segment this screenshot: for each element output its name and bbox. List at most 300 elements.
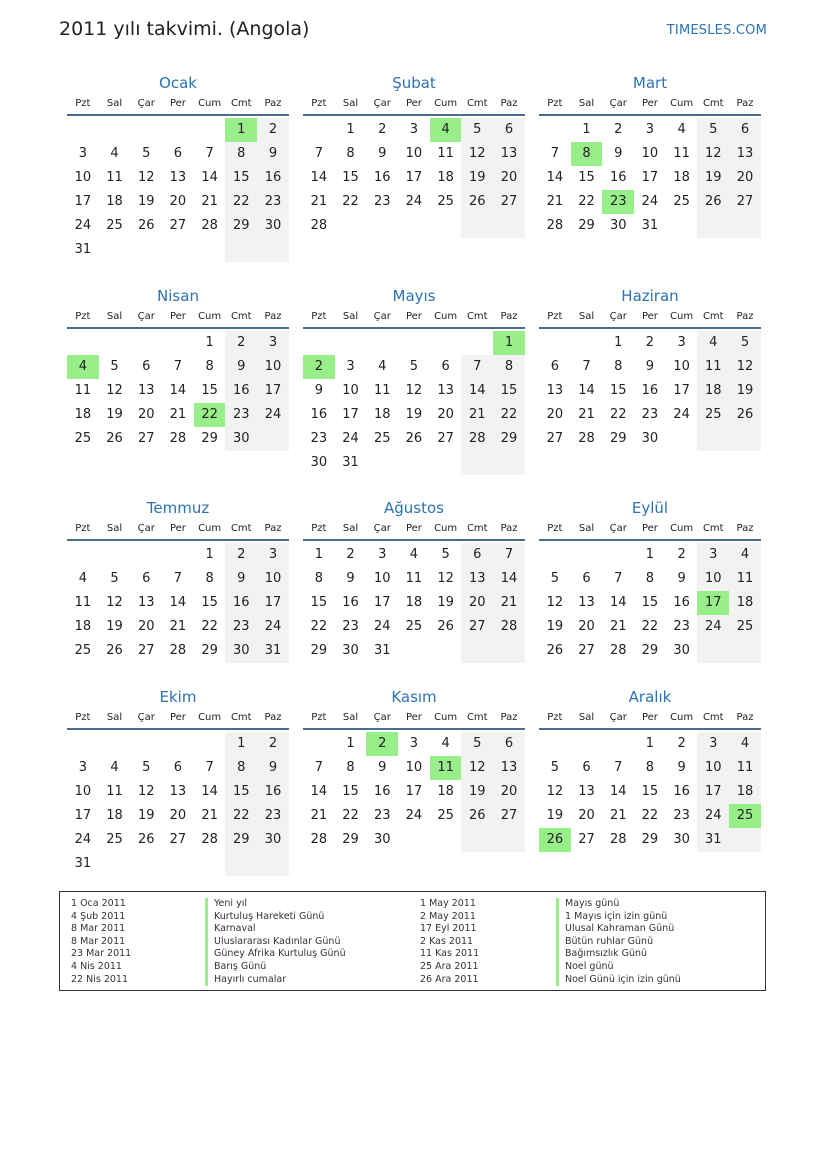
month-name: Mart [632, 74, 668, 92]
empty-cell [461, 331, 493, 355]
weekday-label: Cmt [702, 712, 724, 723]
empty-cell [430, 214, 462, 238]
day-cell: 13 [578, 595, 595, 610]
weekday-label: Pzt [547, 311, 563, 322]
day-cell: 26 [437, 619, 454, 634]
day-cell: 2 [225, 543, 257, 567]
day-cell: 9 [614, 146, 623, 161]
weekday-label: Paz [736, 98, 754, 109]
day-cell: 26 [697, 190, 729, 214]
day-cell: 21 [169, 619, 187, 634]
day-cell: 2 [645, 335, 655, 350]
day-cell: 18 [74, 619, 92, 634]
day-cell: 15 [201, 383, 218, 398]
day-cell: 31 [74, 856, 92, 871]
empty-cell [493, 214, 525, 238]
day-cell: 4 [729, 543, 761, 567]
day-cell: 10 [74, 170, 92, 185]
day-cell: 5 [441, 547, 450, 562]
day-cell: 13 [578, 784, 595, 799]
month-block [539, 497, 761, 663]
day-cell: 22 [609, 407, 627, 422]
empty-cell [130, 732, 162, 756]
day-cell: 6 [142, 359, 151, 374]
weekday-label: Per [405, 98, 422, 109]
day-cell: 23 [257, 804, 289, 828]
day-cell: 19 [697, 166, 729, 190]
empty-cell [225, 238, 257, 262]
day-cell: 28 [493, 615, 525, 639]
day-cell: 11 [673, 146, 690, 161]
day-cell: 24 [257, 615, 289, 639]
weekday-label: Çar [609, 523, 627, 534]
day-cell: 10 [697, 756, 729, 780]
day-cell: 17 [641, 170, 659, 185]
day-cell: 10 [641, 146, 659, 161]
day-cell: 10 [673, 359, 690, 374]
day-cell: 18 [373, 407, 391, 422]
empty-cell [729, 639, 761, 663]
day-cell: 11 [430, 756, 462, 780]
day-cell: 6 [582, 571, 591, 586]
weekday-label: Sal [342, 523, 359, 534]
day-cell: 1 [493, 331, 525, 355]
day-cell: 4 [430, 118, 462, 142]
day-cell: 1 [314, 547, 323, 562]
day-cell: 22 [578, 194, 595, 209]
day-cell: 7 [493, 543, 525, 567]
day-cell: 31 [373, 643, 391, 658]
day-cell: 14 [578, 383, 595, 398]
day-cell: 14 [546, 170, 564, 185]
day-cell: 27 [137, 431, 155, 446]
day-cell: 18 [729, 780, 761, 804]
day-cell: 25 [729, 804, 761, 828]
day-cell: 3 [346, 359, 355, 374]
day-cell: 23 [257, 190, 289, 214]
month-name: Mayıs [392, 287, 436, 305]
month-block [303, 497, 525, 663]
day-cell: 13 [137, 383, 155, 398]
day-cell: 1 [614, 335, 623, 350]
day-cell: 23 [373, 808, 391, 823]
day-cell: 26 [539, 828, 571, 852]
weekday-label: Pzt [75, 98, 91, 109]
empty-cell [539, 118, 571, 142]
day-cell: 6 [550, 359, 559, 374]
month-name: Ağustos [384, 499, 444, 517]
day-cell: 15 [201, 595, 218, 610]
empty-cell [430, 639, 462, 663]
day-cell: 2 [225, 331, 257, 355]
day-cell: 24 [373, 619, 391, 634]
weekday-label: Cmt [702, 523, 724, 534]
day-cell: 3 [697, 732, 729, 756]
empty-cell [162, 118, 194, 142]
day-cell: 21 [461, 403, 493, 427]
day-cell: 4 [697, 331, 729, 355]
day-cell: 20 [546, 407, 564, 422]
weekday-header [67, 519, 289, 541]
weekday-label: Cum [670, 712, 694, 723]
day-cell: 19 [137, 808, 155, 823]
empty-cell [67, 543, 99, 567]
weekday-label: Sal [578, 311, 595, 322]
day-cell: 19 [437, 595, 454, 610]
day-cell: 29 [225, 214, 257, 238]
holiday-name: Barış Günü [205, 961, 346, 974]
day-cell: 3 [378, 547, 387, 562]
day-cell: 6 [173, 760, 183, 775]
day-cell: 14 [609, 595, 627, 610]
weekday-label: Sal [342, 311, 359, 322]
day-cell: 24 [405, 808, 423, 823]
empty-cell [729, 427, 761, 451]
month-block [67, 285, 289, 451]
weekday-label: Paz [264, 311, 282, 322]
day-cell: 18 [729, 591, 761, 615]
day-cell: 29 [641, 832, 659, 847]
day-grid [303, 730, 525, 852]
legend-names-left [205, 898, 346, 986]
day-cell: 25 [729, 615, 761, 639]
day-cell: 16 [225, 591, 257, 615]
day-cell: 9 [677, 571, 686, 586]
day-cell: 18 [74, 407, 92, 422]
day-cell: 2 [378, 122, 387, 137]
empty-cell [366, 214, 398, 238]
day-cell: 28 [461, 427, 493, 451]
day-cell: 6 [493, 732, 525, 756]
empty-cell [99, 852, 131, 876]
weekday-label: Çar [137, 523, 155, 534]
day-cell: 23 [641, 407, 659, 422]
day-cell: 16 [609, 170, 627, 185]
month-block [539, 285, 761, 451]
day-cell: 10 [373, 571, 391, 586]
day-cell: 21 [578, 407, 595, 422]
weekday-label: Cmt [230, 523, 252, 534]
day-cell: 22 [641, 808, 659, 823]
day-cell: 17 [673, 383, 690, 398]
empty-cell [697, 214, 729, 238]
day-cell: 21 [609, 619, 627, 634]
day-cell: 18 [106, 194, 123, 209]
empty-cell [571, 331, 603, 355]
day-cell: 26 [461, 804, 493, 828]
day-cell: 13 [137, 595, 155, 610]
day-cell: 31 [74, 242, 92, 257]
weekday-label: Cum [434, 523, 458, 534]
day-grid [303, 329, 525, 475]
day-cell: 31 [257, 639, 289, 663]
day-cell: 16 [641, 383, 659, 398]
day-cell: 19 [106, 407, 123, 422]
day-cell: 22 [225, 804, 257, 828]
day-cell: 21 [201, 194, 218, 209]
day-cell: 14 [169, 595, 187, 610]
day-cell: 11 [373, 383, 391, 398]
empty-cell [461, 214, 493, 238]
month-name: Kasım [391, 688, 437, 706]
empty-cell [194, 238, 226, 262]
day-cell: 4 [441, 736, 450, 751]
day-cell: 21 [546, 194, 564, 209]
day-cell: 20 [578, 808, 595, 823]
day-cell: 27 [437, 431, 454, 446]
month-name: Ekim [159, 688, 197, 706]
day-grid [67, 329, 289, 451]
day-cell: 7 [314, 760, 323, 775]
day-cell: 25 [106, 218, 123, 233]
legend-names-right [556, 898, 681, 986]
day-cell: 1 [645, 736, 655, 751]
day-cell: 13 [729, 142, 761, 166]
holiday-name: 1 Mayıs için izin günü [556, 911, 681, 924]
day-cell: 4 [67, 355, 99, 379]
day-cell: 16 [225, 379, 257, 403]
day-cell: 15 [310, 595, 328, 610]
day-cell: 3 [78, 760, 87, 775]
day-cell: 3 [409, 736, 419, 751]
empty-cell [461, 451, 493, 475]
holiday-name: Hayırlı cumalar [205, 974, 346, 987]
day-cell: 11 [729, 567, 761, 591]
day-cell: 10 [697, 567, 729, 591]
empty-cell [539, 543, 571, 567]
day-cell: 30 [673, 643, 690, 658]
day-cell: 7 [314, 146, 323, 161]
month-name: Şubat [392, 74, 436, 92]
day-cell: 30 [342, 643, 359, 658]
day-cell: 10 [342, 383, 359, 398]
weekday-label: Pzt [547, 523, 563, 534]
empty-cell [571, 732, 603, 756]
day-cell: 29 [609, 431, 627, 446]
day-cell: 15 [493, 379, 525, 403]
day-cell: 25 [74, 431, 92, 446]
day-cell: 30 [225, 639, 257, 663]
day-cell: 26 [137, 218, 155, 233]
day-cell: 3 [257, 331, 289, 355]
weekday-label: Paz [500, 712, 518, 723]
holiday-name: Yeni yıl [205, 898, 346, 911]
month-block [539, 686, 761, 852]
holiday-date: 25 Ara 2011 [420, 960, 479, 972]
day-cell: 24 [697, 615, 729, 639]
brand-link[interactable]: TIMESLES.COM [666, 23, 767, 38]
day-cell: 27 [169, 832, 187, 847]
day-cell: 8 [314, 571, 323, 586]
day-cell: 3 [697, 543, 729, 567]
day-cell: 29 [493, 427, 525, 451]
weekday-label: Sal [106, 98, 123, 109]
weekday-label: Paz [500, 523, 518, 534]
day-cell: 24 [257, 403, 289, 427]
day-cell: 20 [169, 808, 187, 823]
empty-cell [130, 543, 162, 567]
day-cell: 15 [641, 595, 659, 610]
day-cell: 12 [546, 595, 564, 610]
day-cell: 28 [169, 431, 187, 446]
weekday-label: Cmt [230, 311, 252, 322]
day-cell: 27 [493, 804, 525, 828]
day-cell: 8 [571, 142, 603, 166]
weekday-header [303, 519, 525, 541]
empty-cell [398, 214, 430, 238]
weekday-header [303, 94, 525, 116]
day-cell: 27 [578, 643, 595, 658]
empty-cell [398, 828, 430, 852]
day-cell: 17 [74, 194, 92, 209]
day-cell: 15 [609, 383, 627, 398]
weekday-label: Pzt [311, 311, 327, 322]
day-cell: 1 [346, 122, 355, 137]
day-cell: 9 [225, 567, 257, 591]
empty-cell [335, 214, 367, 238]
holiday-date: 11 Kas 2011 [420, 948, 480, 960]
day-cell: 25 [437, 808, 454, 823]
weekday-label: Çar [373, 712, 391, 723]
day-cell: 6 [493, 118, 525, 142]
day-cell: 16 [257, 780, 289, 804]
day-cell: 27 [729, 190, 761, 214]
day-cell: 27 [493, 190, 525, 214]
holiday-name: Noel günü [556, 961, 681, 974]
day-cell: 8 [225, 756, 257, 780]
month-name: Temmuz [146, 499, 210, 517]
day-cell: 8 [205, 359, 214, 374]
month-block [303, 686, 525, 852]
weekday-label: Cmt [466, 712, 488, 723]
day-cell: 4 [729, 732, 761, 756]
empty-cell [130, 238, 162, 262]
day-cell: 13 [437, 383, 454, 398]
weekday-label: Cum [434, 98, 458, 109]
day-cell: 6 [142, 571, 151, 586]
day-cell: 30 [609, 218, 627, 233]
empty-cell [493, 451, 525, 475]
day-grid [539, 116, 761, 238]
month-name: Nisan [157, 287, 199, 305]
day-cell: 26 [546, 643, 564, 658]
empty-cell [539, 331, 571, 355]
day-cell: 14 [609, 784, 627, 799]
day-cell: 23 [673, 619, 690, 634]
empty-cell [666, 427, 698, 451]
day-cell: 18 [405, 595, 423, 610]
weekday-label: Cmt [466, 311, 488, 322]
holiday-date: 1 May 2011 [420, 898, 476, 909]
day-cell: 24 [673, 407, 690, 422]
day-cell: 1 [225, 118, 257, 142]
day-cell: 3 [257, 543, 289, 567]
day-cell: 25 [673, 194, 690, 209]
day-cell: 12 [405, 383, 423, 398]
weekday-header [303, 708, 525, 730]
empty-cell [430, 451, 462, 475]
empty-cell [257, 238, 289, 262]
empty-cell [194, 852, 226, 876]
day-cell: 31 [641, 218, 659, 233]
day-cell: 17 [342, 407, 359, 422]
day-cell: 22 [493, 403, 525, 427]
day-grid [67, 730, 289, 876]
day-cell: 4 [378, 359, 387, 374]
month-name: Aralık [628, 688, 672, 706]
day-cell: 3 [645, 122, 655, 137]
day-cell: 20 [578, 619, 595, 634]
day-cell: 12 [106, 383, 123, 398]
weekday-label: Paz [264, 712, 282, 723]
day-cell: 20 [169, 194, 187, 209]
day-cell: 25 [405, 619, 423, 634]
empty-cell [99, 118, 131, 142]
day-cell: 22 [342, 808, 359, 823]
day-cell: 27 [578, 832, 595, 847]
day-cell: 4 [110, 146, 119, 161]
month-name: Haziran [621, 287, 679, 305]
day-cell: 2 [346, 547, 355, 562]
weekday-label: Paz [500, 98, 518, 109]
day-cell: 23 [602, 190, 634, 214]
empty-cell [162, 732, 194, 756]
month-block [303, 72, 525, 238]
day-cell: 7 [461, 355, 493, 379]
day-cell: 6 [729, 118, 761, 142]
weekday-label: Per [641, 712, 658, 723]
day-cell: 23 [373, 194, 391, 209]
day-cell: 2 [257, 118, 289, 142]
weekday-label: Çar [373, 98, 391, 109]
day-cell: 28 [201, 218, 218, 233]
day-cell: 15 [225, 780, 257, 804]
month-block [303, 285, 525, 475]
holiday-date: 17 Eyl 2011 [420, 923, 477, 935]
day-cell: 21 [609, 808, 627, 823]
holiday-legend [59, 891, 766, 991]
day-cell: 5 [550, 571, 559, 586]
legend-dates-left [71, 898, 131, 986]
holiday-date: 22 Nis 2011 [71, 973, 128, 985]
empty-cell [430, 331, 462, 355]
day-cell: 12 [546, 784, 564, 799]
day-cell: 29 [641, 643, 659, 658]
day-cell: 23 [225, 403, 257, 427]
day-cell: 15 [641, 784, 659, 799]
weekday-label: Paz [736, 523, 754, 534]
empty-cell [461, 639, 493, 663]
holiday-name: Noel Günü için izin günü [556, 974, 681, 987]
day-cell: 29 [578, 218, 595, 233]
weekday-label: Sal [342, 98, 359, 109]
day-grid [67, 116, 289, 262]
day-cell: 25 [74, 643, 92, 658]
day-cell: 30 [225, 427, 257, 451]
weekday-header [303, 307, 525, 329]
holiday-name: Kurtuluş Hareketi Günü [205, 911, 346, 924]
day-cell: 23 [342, 619, 359, 634]
day-cell: 11 [74, 595, 92, 610]
month-block [67, 72, 289, 262]
day-cell: 14 [201, 170, 218, 185]
day-cell: 16 [342, 595, 359, 610]
day-cell: 2 [257, 732, 289, 756]
day-cell: 26 [106, 431, 123, 446]
day-cell: 13 [461, 567, 493, 591]
day-cell: 30 [310, 455, 328, 470]
month-name: Ocak [159, 74, 197, 92]
